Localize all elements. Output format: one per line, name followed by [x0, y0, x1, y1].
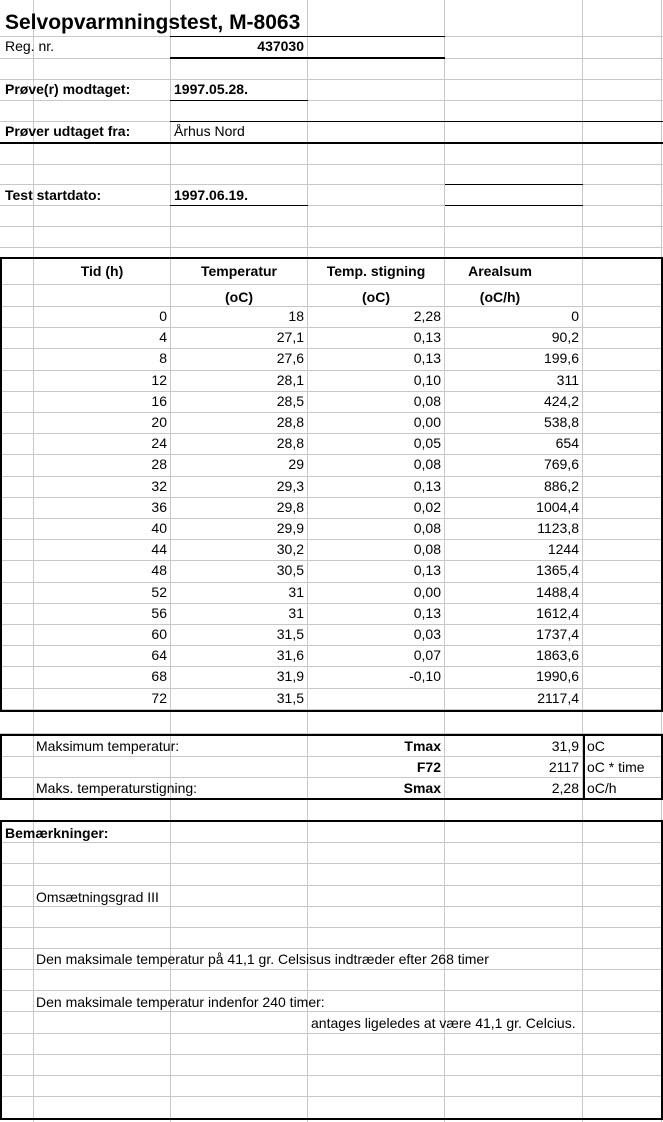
cell-temperatur: 31,9 [276, 668, 304, 685]
unit-arealsum: (oC/h) [479, 289, 521, 305]
cell-temperatur: 28,8 [276, 435, 304, 452]
remarks-line-2: Den maksimale temperatur på 41,1 gr. Celsisus indtræder efter 268 timer [36, 951, 489, 967]
cell-tid: 48 [151, 562, 167, 579]
cell-tid: 20 [151, 414, 167, 430]
cell-temperatur: 29,9 [276, 520, 304, 536]
cell-stigning: 0,08 [413, 541, 441, 558]
cell-temperatur: 27,6 [276, 350, 304, 367]
cell-stigning: 0,08 [413, 456, 441, 473]
summary-unit-tmax: oC [587, 738, 605, 754]
cell-stigning: 0,07 [413, 647, 441, 664]
cell-tid: 0 [159, 308, 167, 324]
grid-row-line [0, 990, 663, 991]
cell-stigning: 0,08 [413, 520, 441, 536]
summary-unit-smax: oC/h [587, 780, 617, 796]
received-value: 1997.05.28. [174, 81, 248, 97]
grid-column-line [582, 0, 583, 1122]
cell-temperatur: 30,2 [276, 541, 304, 558]
cell-tid: 72 [151, 689, 167, 706]
grid-row-line [0, 906, 663, 907]
cell-stigning: 0,08 [413, 392, 441, 409]
grid-row-line [0, 164, 663, 165]
cell-stigning: 0,03 [413, 626, 441, 642]
cell-stigning: 0,13 [413, 604, 441, 621]
cell-arealsum: 1863,6 [536, 647, 579, 664]
grid-row-line [0, 885, 663, 886]
cell-temperatur: 31,5 [276, 689, 304, 706]
remarks-line-3: Den maksimale temperatur indenfor 240 timer: [36, 994, 325, 1010]
cell-stigning: 0,02 [413, 498, 441, 515]
grid-row-line [0, 969, 663, 970]
received-label: Prøve(r) modtaget: [5, 81, 131, 97]
cell-arealsum: 90,2 [551, 329, 579, 346]
cell-tid: 56 [151, 604, 167, 621]
cell-tid: 68 [151, 668, 167, 685]
cell-temperatur: 28,1 [276, 371, 304, 388]
summary-unit-f72: oC * time [587, 759, 645, 775]
cell-stigning: 0,05 [413, 435, 441, 452]
cell-arealsum: 886,2 [543, 477, 579, 494]
summary-key-tmax: Tmax [404, 738, 441, 754]
cell-tid: 8 [159, 350, 167, 367]
cell-tid: 40 [151, 520, 167, 536]
cell-arealsum: 1737,4 [536, 626, 579, 642]
cell-tid: 60 [151, 626, 167, 642]
cell-arealsum: 538,8 [543, 414, 579, 430]
cell-arealsum: 654 [555, 435, 579, 452]
col-header-stigning: Temp. stigning [326, 263, 426, 279]
cell-arealsum: 1123,8 [537, 520, 579, 536]
cell-tid: 24 [151, 435, 167, 452]
cell-arealsum: 2117,4 [537, 689, 579, 706]
unit-stigning: (oC) [362, 289, 390, 305]
start-label: Test startdato: [5, 187, 102, 203]
grid-row-line [0, 842, 663, 843]
cell-stigning: 0,00 [413, 414, 441, 430]
cell-temperatur: 31,5 [276, 626, 304, 642]
cell-arealsum: 0 [571, 308, 579, 324]
cell-tid: 16 [151, 392, 167, 409]
start-value: 1997.06.19. [174, 187, 248, 203]
cell-arealsum: 1244 [547, 541, 579, 558]
col-header-arealsum: Arealsum [468, 263, 532, 279]
cell-stigning: -0,10 [409, 668, 441, 685]
cell-tid: 12 [151, 371, 167, 388]
summary-key-smax: Smax [403, 780, 441, 796]
grid-row-line [0, 756, 663, 757]
summary-value-tmax: 31,9 [551, 738, 579, 754]
cell-arealsum: 1488,4 [536, 583, 579, 600]
cell-temperatur: 29,8 [276, 498, 304, 515]
cell-tid: 64 [151, 647, 167, 664]
cell-tid: 52 [151, 583, 167, 600]
cell-temperatur: 27,1 [276, 329, 304, 346]
cell-temperatur: 28,8 [276, 414, 304, 430]
grid-row-line [0, 247, 663, 248]
cell-tid: 28 [151, 456, 167, 473]
summary-label-smax: Maks. temperaturstigning: [36, 780, 198, 796]
cell-temperatur: 18 [288, 308, 304, 324]
grid-row-line [0, 777, 663, 778]
remarks-heading: Bemærkninger: [5, 825, 109, 841]
cell-stigning: 0,13 [413, 329, 441, 346]
grid-row-line [0, 1033, 663, 1034]
summary-key-f72: F72 [416, 759, 441, 775]
page-title: Selvopvarmningstest, M-8063 [5, 11, 301, 34]
grid-row-line [0, 1096, 663, 1097]
remarks-line-4: antages ligeledes at være 41,1 gr. Celcius. [311, 1015, 576, 1031]
cell-tid: 4 [159, 329, 167, 346]
summary-value-smax: 2,28 [551, 780, 579, 796]
cell-stigning: 0,13 [413, 477, 441, 494]
cell-arealsum: 1004,4 [536, 498, 579, 515]
taken-value: Århus Nord [174, 123, 245, 139]
taken-label: Prøver udtaget fra: [5, 123, 131, 139]
grid-row-line [0, 226, 663, 227]
cell-stigning: 0,13 [413, 562, 441, 579]
reg-label: Reg. nr. [5, 38, 55, 54]
cell-temperatur: 31,6 [276, 647, 304, 664]
cell-tid: 36 [151, 498, 167, 515]
cell-arealsum: 424,2 [543, 392, 579, 409]
cell-temperatur: 28,5 [276, 392, 304, 409]
col-header-tid: Tid (h) [80, 263, 124, 279]
cell-temperatur: 31 [288, 604, 304, 621]
grid-row-line [0, 948, 663, 949]
grid-row-line [0, 284, 663, 285]
grid-row-line [0, 1075, 663, 1076]
cell-stigning: 0,10 [413, 371, 441, 388]
cell-arealsum: 1990,6 [536, 668, 579, 685]
remarks-line-1: Omsætningsgrad III [36, 889, 159, 905]
cell-temperatur: 29,3 [276, 477, 304, 494]
cell-tid: 32 [151, 477, 167, 494]
grid-row-line [0, 1011, 663, 1012]
cell-arealsum: 1612,4 [536, 604, 579, 621]
grid-row-line [0, 863, 663, 864]
cell-stigning: 0,13 [413, 350, 441, 367]
cell-stigning: 2,28 [413, 308, 441, 324]
summary-value-f72: 2117 [548, 759, 579, 775]
cell-temperatur: 29 [288, 456, 304, 473]
cell-arealsum: 769,6 [543, 456, 579, 473]
grid-row-line [0, 1054, 663, 1055]
grid-row-line [0, 927, 663, 928]
cell-stigning: 0,00 [413, 583, 441, 600]
grid-row-line [0, 100, 663, 101]
reg-value: 437030 [257, 38, 304, 54]
cell-arealsum: 1365,4 [536, 562, 579, 579]
cell-temperatur: 31 [288, 583, 304, 600]
cell-tid: 44 [151, 541, 167, 558]
cell-arealsum: 199,6 [543, 350, 579, 367]
cell-temperatur: 30,5 [276, 562, 304, 579]
summary-label-tmax: Maksimum temperatur: [36, 738, 180, 754]
col-header-temperatur: Temperatur [201, 263, 277, 279]
cell-arealsum: 311 [556, 371, 579, 388]
unit-temperatur: (oC) [225, 289, 253, 305]
